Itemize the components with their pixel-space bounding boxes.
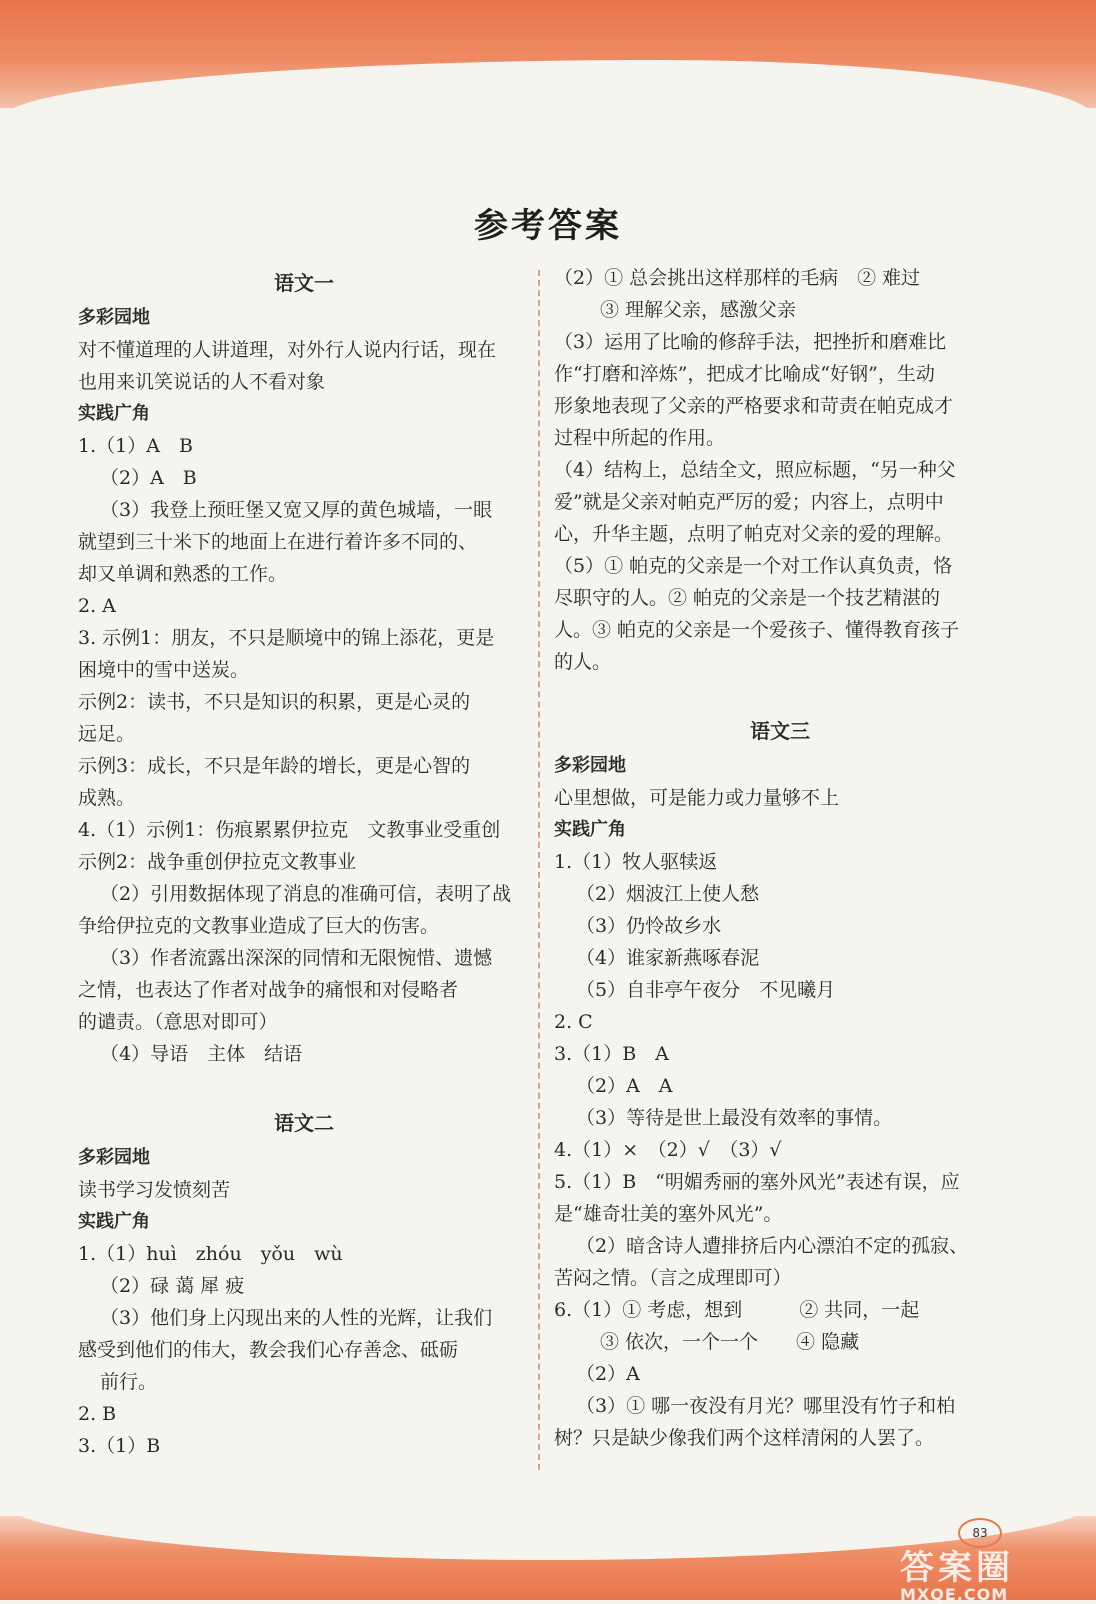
answer-line: 却又单调和熟悉的工作。 — [78, 563, 288, 585]
answer-line: （2）碌 蔼 犀 疲 — [100, 1275, 245, 1297]
section-heading-yuwen-2: 语文二 — [274, 1111, 334, 1135]
answer-line: （3）① 哪一夜没有月光？哪里没有竹子和柏 — [576, 1395, 956, 1417]
answer-line: 1.（1）牧人驱犊返 — [554, 851, 718, 873]
answer-line: 对不懂道理的人讲道理，对外行人说内行话，现在 — [78, 339, 497, 361]
answer-line: 示例2：战争重创伊拉克文教事业 — [78, 851, 357, 873]
answer-line: 2. B — [78, 1403, 117, 1425]
page-number: 83 — [958, 1518, 1002, 1548]
answer-line: 感受到他们的伟大，教会我们心存善念、砥砺 — [78, 1339, 459, 1361]
answer-line: （2）烟波江上使人愁 — [576, 883, 760, 905]
answer-line: （2）暗含诗人遭排挤后内心漂泊不定的孤寂、 — [576, 1235, 969, 1257]
answer-line: 成熟。 — [78, 787, 136, 809]
answer-line: 3.（1）B — [78, 1435, 161, 1457]
answer-line: （4）结构上，总结全文，照应标题，“另一种父 — [554, 459, 956, 481]
subheading-duocai: 多彩园地 — [78, 307, 150, 328]
answer-line: 的人。 — [554, 651, 612, 673]
answer-line: 示例2：读书，不只是知识的积累，更是心灵的 — [78, 691, 471, 713]
answer-line: （4）导语 主体 结语 — [100, 1043, 303, 1065]
answer-line: 2. A — [78, 595, 116, 617]
answer-line: 3.（1）B A — [554, 1043, 669, 1065]
answer-line: 示例3：成长，不只是年龄的增长，更是心智的 — [78, 755, 471, 777]
answer-line: 形象地表现了父亲的严格要求和苛责在帕克成才 — [554, 395, 954, 417]
answer-line: 4.（1）示例1：伤痕累累伊拉克 文教事业受重创 — [78, 819, 501, 841]
section-heading-yuwen-3: 语文三 — [750, 719, 810, 743]
answer-line: 远足。 — [78, 723, 136, 745]
subheading-duocai: 多彩园地 — [78, 1147, 150, 1168]
answer-line: 树？只是缺少像我们两个这样清闲的人罢了。 — [554, 1427, 935, 1449]
answer-line: （2）A A — [576, 1075, 673, 1097]
answer-line: （3）作者流露出深深的同情和无限惋惜、遗憾 — [100, 947, 493, 969]
answer-line: 的谴责。（意思对即可） — [78, 1011, 278, 1033]
answer-line: （2）引用数据体现了消息的准确可信，表明了战 — [100, 883, 512, 905]
answer-line: 是“雄奇壮美的塞外风光”。 — [554, 1203, 783, 1225]
answer-line: （3）我登上预旺堡又宽又厚的黄色城墙，一眼 — [100, 499, 493, 521]
answer-line: 争给伊拉克的文教事业造成了巨大的伤害。 — [78, 915, 440, 937]
subheading-duocai: 多彩园地 — [554, 755, 626, 776]
answer-line: ③ 依次，一个一个 ④ 隐藏 — [600, 1331, 860, 1353]
answer-line: （4）谁家新燕啄春泥 — [576, 947, 760, 969]
answer-line: 1.（1）huì zhóu yǒu wù — [78, 1243, 343, 1265]
left-column — [78, 266, 530, 1462]
right-column — [554, 262, 1006, 1454]
answer-line: 作“打磨和淬炼”，把成才比喻成“好钢”，生动 — [554, 363, 935, 385]
answer-line: 爱”就是父亲对帕克严厉的爱；内容上，点明中 — [554, 491, 944, 513]
page-title: 参考答案 — [474, 206, 622, 246]
answer-line: 人。③ 帕克的父亲是一个爱孩子、懂得教育孩子 — [554, 619, 960, 641]
answer-line: 心，升华主题，点明了帕克对父亲的爱的理解。 — [554, 523, 954, 545]
answer-line: （3）仍怜故乡水 — [576, 915, 722, 937]
answer-line: 尽职守的人。② 帕克的父亲是一个技艺精湛的 — [554, 587, 941, 609]
answer-line: （5）① 帕克的父亲是一个对工作认真负责，恪 — [554, 555, 953, 577]
column-divider — [538, 270, 540, 1470]
answer-line: 也用来讥笑说话的人不看对象 — [78, 371, 326, 393]
answer-line: （2）① 总会挑出这样那样的毛病 ② 难过 — [554, 267, 921, 289]
watermark-text: 答案圈 — [900, 1548, 1014, 1588]
answer-line: （5）自非亭午夜分 不见曦月 — [576, 979, 836, 1001]
watermark-url: MXQE.COM — [900, 1585, 1009, 1604]
answer-line: 1.（1）A B — [78, 435, 193, 457]
answer-line: （3）他们身上闪现出来的人性的光辉，让我们 — [100, 1307, 493, 1329]
section-heading-yuwen-1: 语文一 — [274, 271, 334, 295]
answer-line: （3）等待是世上最没有效率的事情。 — [576, 1107, 893, 1129]
answer-line: 过程中所起的作用。 — [554, 427, 726, 449]
answer-line: 4.（1）× （2）√ （3）√ — [554, 1139, 782, 1161]
answer-line: 2. C — [554, 1011, 593, 1033]
answer-line: 6.（1）① 考虑，想到 ② 共同，一起 — [554, 1299, 920, 1321]
answer-line: 5.（1）B “明媚秀丽的塞外风光”表述有误，应 — [554, 1171, 960, 1193]
answer-line: （3）运用了比喻的修辞手法，把挫折和磨难比 — [554, 331, 947, 353]
answer-line: 之情，也表达了作者对战争的痛恨和对侵略者 — [78, 979, 459, 1001]
subheading-shijian: 实践广角 — [554, 819, 626, 840]
subheading-shijian: 实践广角 — [78, 1211, 150, 1232]
answer-line: 就望到三十米下的地面上在进行着许多不同的、 — [78, 531, 478, 553]
answer-line: 前行。 — [100, 1371, 158, 1393]
answer-line: 苦闷之情。（言之成理即可） — [554, 1267, 792, 1289]
answer-line: （2）A — [576, 1363, 640, 1385]
answer-line: 心里想做，可是能力或力量够不上 — [554, 787, 840, 809]
answer-line: 困境中的雪中送炭。 — [78, 659, 250, 681]
watermark-logo — [900, 1540, 1014, 1604]
answer-line: （2）A B — [100, 467, 197, 489]
answer-line: ③ 理解父亲，感激父亲 — [600, 299, 797, 321]
subheading-shijian: 实践广角 — [78, 403, 150, 424]
answer-line: 3. 示例1：朋友，不只是顺境中的锦上添花，更是 — [78, 627, 495, 649]
answer-line: 读书学习发愤刻苦 — [78, 1179, 231, 1201]
